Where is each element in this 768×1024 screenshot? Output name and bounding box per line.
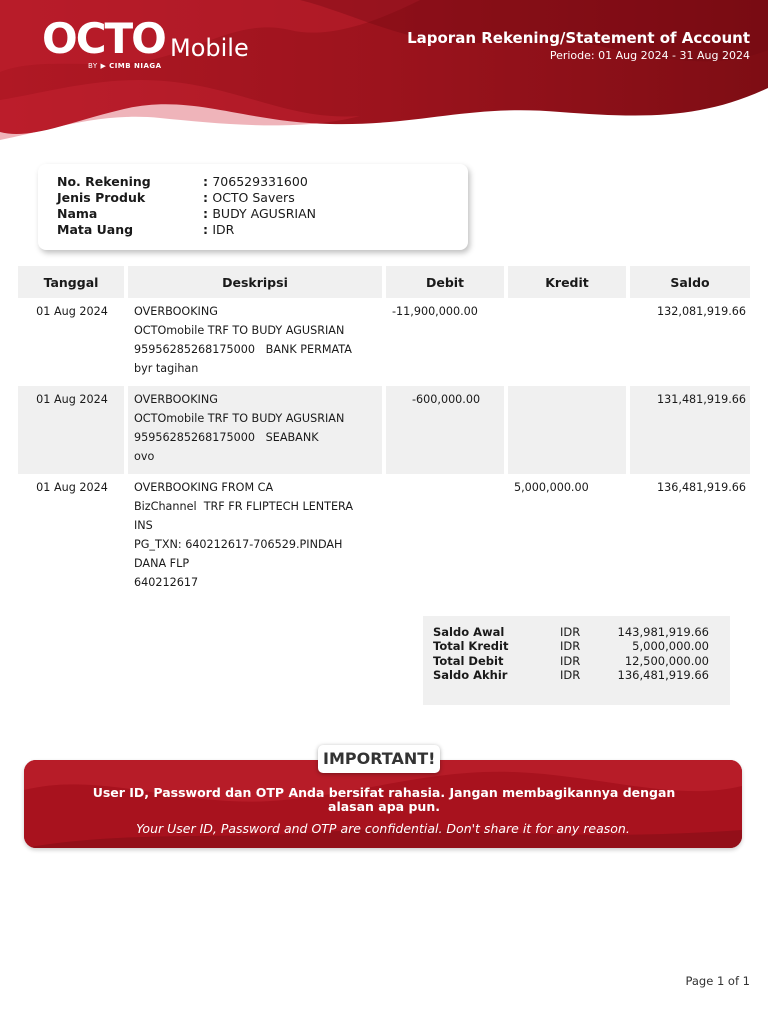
cell-debit: -600,000.00 bbox=[386, 386, 504, 474]
summary-label: Total Kredit bbox=[433, 639, 509, 653]
cell-deskripsi bbox=[128, 386, 382, 474]
desc-line: OCTOmobile TRF TO BUDY AGUSRIAN bbox=[134, 324, 345, 337]
account-value: 706529331600 bbox=[212, 174, 308, 189]
table-row bbox=[18, 474, 750, 600]
important-tag: IMPORTANT! bbox=[318, 745, 440, 773]
summary-label: Saldo Akhir bbox=[433, 668, 508, 682]
account-label: Mata Uang bbox=[57, 222, 134, 237]
header-banner bbox=[0, 0, 768, 150]
important-notice bbox=[24, 760, 742, 848]
summary-currency: IDR bbox=[560, 639, 581, 653]
desc-line: DANA FLP bbox=[134, 557, 190, 570]
account-label: Nama bbox=[57, 206, 98, 221]
cell-saldo: 131,481,919.66 bbox=[630, 386, 750, 474]
desc-line: PG_TXN: 640212617-706529.PINDAH bbox=[134, 538, 343, 551]
account-row-product: Jenis Produk : OCTO Savers bbox=[57, 190, 295, 205]
cell-tanggal: 01 Aug 2024 bbox=[36, 481, 108, 494]
cimb-icon: ▶ bbox=[100, 62, 107, 70]
logo-cimb-text: CIMB NIAGA bbox=[109, 62, 162, 70]
statement-title-block bbox=[407, 28, 750, 64]
desc-line: OVERBOOKING bbox=[134, 305, 218, 318]
cell-deskripsi bbox=[128, 474, 382, 600]
table-row bbox=[18, 386, 750, 474]
logo-by-cimb bbox=[88, 62, 162, 70]
cell-tanggal: 01 Aug 2024 bbox=[18, 386, 124, 474]
logo-mobile-text: Mobile bbox=[170, 34, 249, 62]
cell-kredit bbox=[508, 298, 626, 386]
notice-text-english: Your User ID, Password and OTP are confidential. Don't share it for any reason. bbox=[136, 821, 630, 836]
desc-line: 95956285268175000 SEABANK bbox=[134, 431, 319, 444]
summary-label: Saldo Awal bbox=[433, 625, 505, 639]
desc-line: INS bbox=[134, 519, 153, 532]
table-row bbox=[18, 298, 750, 386]
statement-period: Periode: 01 Aug 2024 - 31 Aug 2024 bbox=[549, 49, 750, 62]
desc-line: OVERBOOKING bbox=[134, 393, 218, 406]
cell-deskripsi bbox=[128, 298, 382, 386]
cell-tanggal: 01 Aug 2024 bbox=[36, 305, 108, 318]
desc-line: byr tagihan bbox=[134, 362, 199, 375]
statement-title: Laporan Rekening/Statement of Account bbox=[407, 29, 750, 47]
account-value: IDR bbox=[212, 222, 235, 237]
desc-line: ovo bbox=[134, 450, 155, 463]
transactions-table bbox=[14, 266, 754, 600]
desc-line: OVERBOOKING FROM CA bbox=[134, 481, 274, 494]
summary-value: 12,500,000.00 bbox=[624, 654, 709, 668]
summary-row-saldo-awal bbox=[433, 625, 709, 640]
notice-text-indonesian: User ID, Password dan OTP Anda bersifat rahasia. Jangan membagikannya dengan alasan apa pun. bbox=[92, 785, 676, 814]
cell-saldo: 132,081,919.66 bbox=[657, 305, 746, 318]
account-label: No. Rekening bbox=[57, 174, 151, 189]
summary-row-total-debit bbox=[433, 654, 709, 669]
header-kredit: Kredit bbox=[508, 266, 626, 298]
header-tanggal: Tanggal bbox=[18, 266, 124, 298]
cell-debit bbox=[386, 474, 504, 600]
account-row-number: No. Rekening : 706529331600 bbox=[57, 174, 308, 189]
cell-kredit: 5,000,000.00 bbox=[514, 481, 589, 494]
account-label: Jenis Produk bbox=[57, 190, 146, 205]
page-number: Page 1 of 1 bbox=[685, 974, 750, 988]
account-info-card bbox=[38, 164, 468, 250]
table-header-row bbox=[18, 266, 750, 298]
cell-saldo: 136,481,919.66 bbox=[657, 481, 746, 494]
desc-line: 640212617 bbox=[134, 576, 199, 589]
summary-value: 136,481,919.66 bbox=[617, 668, 709, 682]
summary-currency: IDR bbox=[560, 625, 581, 639]
desc-line: BizChannel TRF FR FLIPTECH LENTERA bbox=[134, 500, 354, 513]
header-debit: Debit bbox=[386, 266, 504, 298]
summary-currency: IDR bbox=[560, 654, 581, 668]
octo-mobile-logo bbox=[42, 14, 249, 70]
summary-value: 5,000,000.00 bbox=[632, 639, 709, 653]
balance-summary bbox=[423, 616, 730, 705]
account-row-currency: Mata Uang : IDR bbox=[57, 222, 235, 237]
desc-line: 95956285268175000 BANK PERMATA bbox=[134, 343, 352, 356]
account-value: OCTO Savers bbox=[212, 190, 295, 205]
logo-by-prefix: BY bbox=[88, 62, 98, 70]
summary-value: 143,981,919.66 bbox=[617, 625, 709, 639]
cell-kredit bbox=[508, 386, 626, 474]
account-row-name: Nama : BUDY AGUSRIAN bbox=[57, 206, 317, 221]
summary-row-total-kredit bbox=[433, 639, 709, 654]
summary-row-saldo-akhir bbox=[433, 668, 709, 683]
logo-octo-text: OCTO bbox=[42, 14, 165, 63]
account-value: BUDY AGUSRIAN bbox=[212, 206, 317, 221]
desc-line: OCTOmobile TRF TO BUDY AGUSRIAN bbox=[134, 412, 345, 425]
cell-debit: -11,900,000.00 bbox=[392, 305, 478, 318]
summary-label: Total Debit bbox=[433, 654, 504, 668]
summary-currency: IDR bbox=[560, 668, 581, 682]
header-saldo: Saldo bbox=[630, 266, 750, 298]
header-deskripsi: Deskripsi bbox=[128, 266, 382, 298]
